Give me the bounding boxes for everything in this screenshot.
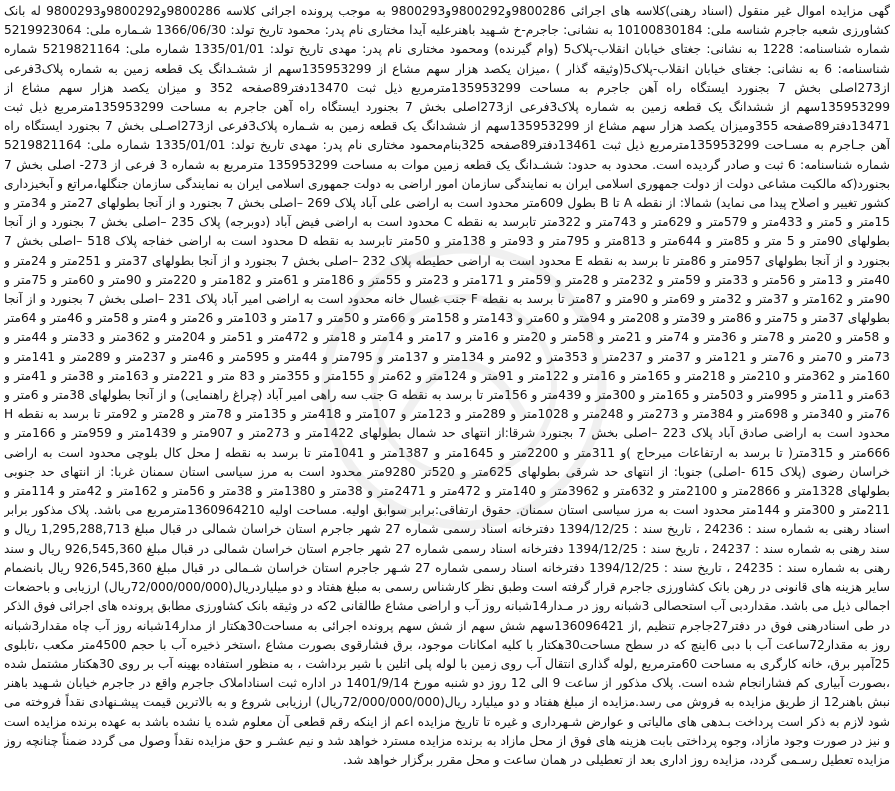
notice-body-text: گهی مزایده اموال غیر منقول (اسناد رهنی)کلاسه های اجرائی 9800286و9800292و9800293 به موجب پرونده اجرائی کلاسه 9800286و9800292و9800293 له بانک کشاورزی شعبه جاجرم شناسه ملی: 10100830184 به نشانی: جاجرم-خ شـهید باهنرعلیه آیدا مختاری نام پدر: محمود تاریخ تولد: 1366/06/30 شـماره ملی: 5219923064 شماره شناسنامه: 1228 به نشانی: جغتای خیابان انقلاب-پلاک5 (وام گیرنده) ومحمود مختاری نام پدر: مهدی تاریخ تولد: 1335/01/01 شماره ملی: 5219821164 شماره شناسنامه: 6 به نشانی: جغتای خیابان انقلاب-پلاک5(وثیقه گذار ) ،میزان یکصد هزار سهم مشاع از 135953299سهم از ششـدانگ یک قطعه زمین به شماره پلاک3فرعی از273اصلی بخش 7 بجنورد ایستگاه راه آهن جاجرم به مساحت 135953299مترمربع ذیل ثبت 13470دفتر89صفحه 352 و میزان یکصد هزار سهم مشاع از 135953299سهم از ششدانگ یک قطعه زمین به شماره پلاک3فرعی از273اصلی بخش 7 بجنورد ایستگاه راه آهن جاجرم به مساحت 135953299مترمربع ذیل ثبت 13471دفتر89صفحه 355ومیزان یکصد هزار سهم مشاع از 135953299سهم از ششدانگ یک قطعه زمین به شـماره پلاک3فرعی از273اصـلی بخش 7 بجنورد ایستگاه راه آهن جـاجرم به مسـاحت 135953299مترمربع ذیل ثبت 13461دفتر89صفحه 325بنام‌محمود مختاری نام پدر: مهدی تاریخ تولد: 1335/01/01 شماره ملی: 5219821164 شماره شناسنامه: 6 ثبت و صادر گردیده است. محدود به حدود: ششـدانگ یک قطعه زمین موات به مساحت 135953299 مترمربع به شماره 3 فرعی از 273- اصلی بخش 7 بجنورد(که مالکیت مشاعی دولت از دولت جمهوری اسلامی ایران به نمایندگی سازمان امور اراضی به دولت جمهوری اسلامی ایران به نمایندگی سازمان جنگلها،مراتع و آبخیزداری کشور تغییر و اصلاح پیدا می نماید) شمالا: از نقطه A تا B بطول 609متر محدود است به اراضی علی آباد پلاک 269 –اصلی بخش 7 بجنورد و از آنجا بطولهای 27متر و 34متر و 15متر و 5متر و 433متر و 579متر و 629متر و 743متر و 322متر تابرسد به نقطه C محدود است به اراضی فیض آباد (دوبرجه) پلاک 235 –اصلی بخش 7 بجنورد و از آنجا بطولهای 90متر و 5 متر و 85متر و 644متر و 813متر و 795متر و 93متر و 138متر و 50متر تابرسد به نقطه D محدود است به اراضی خفاجه پلاک 518 –اصلی بخش 7 بجنورد و از آنجا بطولهای 957متر و 86متر تا برسد به نقطه E محدود است به اراضی حطیطه پلاک 232 –اصلی بخش 7 بجنورد و از آنجا بطولهای 37متر و 251متر و 24متر و 40متر و 13متر و 56متر و 33متر و 59متر و 232متر و 28متر و 59متر و 171متر و 23متر و 55متر و 186متر و 61متر و 182متر و 220متر و 90متر و 60متر و 75متر و 90متر و 162متر و 37متر و 32متر و 69متر و 90متر و 87متر تا برسد به نقطه F جنب غسال خانه محدود است به اراضی امیر آباد پلاک 231 –اصلی بخش 7 بجنورد و از آنجا بطولهای 37متر و 75متر و 86متر و 39متر و 208متر و 94متر و 60متر و 143متر و 158متر و 66متر و 50متر و 17متر و 103متر و 26متر و 4متر و 58متر و 46متر و 64متر و 58متر و 20متر و 78متر و 36متر و 74متر و 21متر و 58متر و 20متر و 16متر و 17متر و 14متر و 18متر و 472متر و 51متر و 204متر و 362متر و 33متر و 44متر و 73متر و 70متر و 76متر و 121متر و 37متر و 237متر و 353متر و 92متر و 134متر و 137متر و 795متر و 44متر و 595متر و 46متر و 237متر و 289متر و 141متر و 160متر و 362متر و 210متر و 218متر و 165متر و 16متر و 122متر و 91متر و 124متر و 62متر و 155متر و 355متر و 83 متر و 221متر و 163متر و 38متر و 41متر و 63متر و 11متر و 995متر و 503متر و 165متر و 300متر و 439متر و 156متر تا برسد به نقطه G جنب سه راهی امیر آباد (چراغ راهنمایی) و از آنجا بطولهای 38متر و 6متر و 76متر و 340متر و 698متر و 384متر و 273متر و 248متر و 1028متر و 289متر و 123متر و 107متر و 418متر و 135متر و 78متر و 28متر و 92متر تا برسد به نقطه H محدود است به اراضی صادق آباد پلاک 223 –اصلی بخش 7 بجنورد شرقا:از انتهای حد شمال بطولهای 1422متر و 273متر و 907متر و 1439متر و 959متر و 166متر و 666متر و 315متر( تا برسد به ارتفاعات میرحاج )و 311متر و 2200متر و 1645متر و 1387متر و 1041متر تا برسد به نقطه J محل کال بلوچی محدود است به اراضی خراسان رضوی (پلاک 615 -اصلی) جنوبا: از انتهای حد شرقی بطولهای 625متر و 520تر 9280متر محدود است به مرز سیاسی استان سمنان غربا: از انتهای حد جنوبی بطولهای 1328متر و 2866متر و 2100متر و 632متر و 3962متر و 140متر و 472متر و 2471متر و 38متر و 1380متر و 38متر و 56متر و 162متر و 42متر و 114متر و 211متر و 300متر و 144متر محدود است به مرز سیاسی استان سمنان. حقوق ارتفاقی:برابر سوابق اولیه. مساحت اولیه 1360964210مترمربع می باشد. پلاک مذکور برابر اسناد رهنی به شماره سند : 24236 ، تاریخ سند : 1394/12/25 دفترخانه اسناد رسمی شماره 27 شهر جاجرم استان خراسان شمالی در قبال مبلغ 1,295,288,713 ریال و سند رهنی به شماره سند : 24237 ، تاریخ سند : 1394/12/25 دفترخانه اسناد رسمی شماره 27 شهر جاجرم استان خراسان شمالی در قبال مبلغ 926,545,360 ریال و سند رهنی به شماره سند : 24235 ، تاریخ سند : 1394/12/25 دفترخانه اسناد رسمی شماره 27 شـهر جاجرم استان خراسان شـمالی در قبال مبلغ 926,545,360 ریال بانضمام سایر هزینه های قانونی در رهن بانک کشاورزی جاجرم قرار گرفته است وطبق نظر کارشناس رسمی به مبلغ هفتاد و دو میلیاردریال(72/000/000/000ریال) ارزیابی و باحضعات اجمالی ذیل می باشد. مقداردبی آب استحصالی 3شبانه روز در مـدار14شبانه روز آب و اراضی مشاع طالقانی 2که در وثیقه بانک کشاورزی مطابق پرونده های اجرائی فوق الذکر در طی اسنادرهنی فوق در دفتر27جاجرم تنظیم ,از 136096421سهم شش سهم از شش سهم پرونده اجرائی به مساحت30هکتار از مدار14شبانه روز آب چاه مقدار3شبانه روز به مقدار72ساعت آب با دبی 6اینچ که در سطح مساحت30هکتار با کلیه امکانات موجود، برق فشارقوی بصورت مشاع ،استخر ذخیره آب با حجم 4500متر مکعب ،تابلوی 25آمپر برق، خانه کارگری به مساحت 60مترمربع ,لوله گذاری انتقال آب روی زمین با لوله پلی اتلین با شیر برداشت ، به منظور استفاده بهینه آب بر روی 30هکتار مشتمل شده ،بصورت آبیاری کم فشارانجام شده است. پلاک مذکور از ساعت 9 الی 12 روز دو شنبه مورخ 1401/9/14 در اداره ثبت اسناداملاک جاجرم واقع در جاجرم خیابان شـهید باهنر نبش باهنر12 از طریق مزایده به فروش می رسد.مزایده از مبلغ هفتاد و دو میلیارد ریال(72/000/000/000ریال) ارزیابی شروع و به بالاترین قیمت پیشـنهادی نقداً فروخته می شود لازم به ذکر است پرداخت بـدهی های مالیاتی و عوارض شـهرداری و غیره تا تاریخ مزایده اعم از اینکه رقم قطعی آن معلوم شده یا نشده باشد به عهده برنده مزایده است و نیز در صورت وجود مازاد، وجوه پرداختی بابت هزینه های فوق از محل مازاد به برنده مزایده مسترد خواهد شد و نیم عشـر و حق مزایده نقداً وصول می گردد ضمناً چنانچه روز مزایده تعطیل رسـمی گردد، مزایده روز اداری بعد از تعطیلی در همان ساعت و محل مقرر برگزار خواهد شد. [4,4,890,767]
auction-notice [4,2,890,788]
